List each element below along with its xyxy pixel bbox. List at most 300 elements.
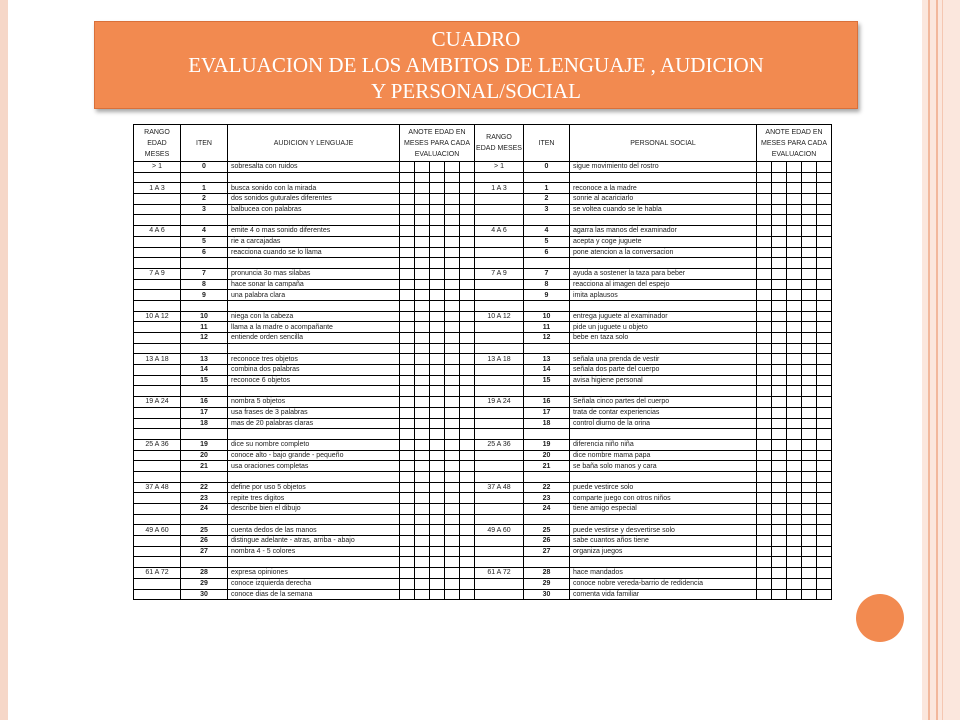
age-entry-cell[interactable] xyxy=(400,589,415,600)
age-entry-cell[interactable] xyxy=(787,418,802,429)
age-entry-cell[interactable] xyxy=(787,439,802,450)
age-entry-cell[interactable] xyxy=(787,226,802,237)
age-entry-cell[interactable] xyxy=(802,183,817,194)
age-entry-cell[interactable] xyxy=(400,247,415,258)
age-entry-cell[interactable] xyxy=(772,194,787,205)
age-entry-cell[interactable] xyxy=(460,546,475,557)
age-entry-cell[interactable] xyxy=(400,536,415,547)
age-entry-cell[interactable] xyxy=(460,536,475,547)
age-entry-cell[interactable] xyxy=(802,407,817,418)
age-entry-cell[interactable] xyxy=(802,461,817,472)
age-entry-cell[interactable] xyxy=(430,279,445,290)
age-entry-cell[interactable] xyxy=(757,236,772,247)
age-entry-cell[interactable] xyxy=(430,247,445,258)
age-entry-cell[interactable] xyxy=(400,204,415,215)
age-entry-cell[interactable] xyxy=(460,407,475,418)
age-entry-cell[interactable] xyxy=(787,322,802,333)
age-entry-cell[interactable] xyxy=(787,236,802,247)
age-entry-cell[interactable] xyxy=(757,333,772,344)
age-entry-cell[interactable] xyxy=(415,450,430,461)
age-entry-cell[interactable] xyxy=(430,504,445,515)
age-entry-cell[interactable] xyxy=(802,333,817,344)
age-entry-cell[interactable] xyxy=(400,290,415,301)
age-entry-cell[interactable] xyxy=(400,418,415,429)
age-entry-cell[interactable] xyxy=(460,204,475,215)
age-entry-cell[interactable] xyxy=(802,226,817,237)
age-entry-cell[interactable] xyxy=(772,525,787,536)
age-entry-cell[interactable] xyxy=(415,311,430,322)
age-entry-cell[interactable] xyxy=(757,204,772,215)
age-entry-cell[interactable] xyxy=(802,268,817,279)
age-entry-cell[interactable] xyxy=(430,493,445,504)
age-entry-cell[interactable] xyxy=(802,354,817,365)
age-entry-cell[interactable] xyxy=(757,162,772,173)
age-entry-cell[interactable] xyxy=(415,482,430,493)
age-entry-cell[interactable] xyxy=(445,311,460,322)
age-entry-cell[interactable] xyxy=(460,268,475,279)
age-entry-cell[interactable] xyxy=(460,162,475,173)
age-entry-cell[interactable] xyxy=(817,536,832,547)
age-entry-cell[interactable] xyxy=(802,578,817,589)
age-entry-cell[interactable] xyxy=(445,365,460,376)
age-entry-cell[interactable] xyxy=(802,568,817,579)
age-entry-cell[interactable] xyxy=(757,290,772,301)
age-entry-cell[interactable] xyxy=(415,397,430,408)
age-entry-cell[interactable] xyxy=(817,397,832,408)
age-entry-cell[interactable] xyxy=(460,322,475,333)
age-entry-cell[interactable] xyxy=(757,536,772,547)
age-entry-cell[interactable] xyxy=(460,365,475,376)
age-entry-cell[interactable] xyxy=(757,279,772,290)
age-entry-cell[interactable] xyxy=(445,236,460,247)
age-entry-cell[interactable] xyxy=(445,333,460,344)
age-entry-cell[interactable] xyxy=(817,183,832,194)
age-entry-cell[interactable] xyxy=(757,546,772,557)
age-entry-cell[interactable] xyxy=(400,568,415,579)
age-entry-cell[interactable] xyxy=(802,279,817,290)
age-entry-cell[interactable] xyxy=(787,450,802,461)
age-entry-cell[interactable] xyxy=(817,525,832,536)
age-entry-cell[interactable] xyxy=(400,354,415,365)
age-entry-cell[interactable] xyxy=(400,525,415,536)
age-entry-cell[interactable] xyxy=(445,194,460,205)
age-entry-cell[interactable] xyxy=(772,365,787,376)
age-entry-cell[interactable] xyxy=(772,322,787,333)
age-entry-cell[interactable] xyxy=(787,365,802,376)
age-entry-cell[interactable] xyxy=(400,268,415,279)
age-entry-cell[interactable] xyxy=(757,375,772,386)
age-entry-cell[interactable] xyxy=(787,375,802,386)
age-entry-cell[interactable] xyxy=(400,578,415,589)
age-entry-cell[interactable] xyxy=(430,568,445,579)
age-entry-cell[interactable] xyxy=(415,578,430,589)
age-entry-cell[interactable] xyxy=(430,589,445,600)
age-entry-cell[interactable] xyxy=(460,439,475,450)
age-entry-cell[interactable] xyxy=(757,482,772,493)
age-entry-cell[interactable] xyxy=(787,247,802,258)
age-entry-cell[interactable] xyxy=(460,183,475,194)
age-entry-cell[interactable] xyxy=(445,354,460,365)
age-entry-cell[interactable] xyxy=(772,268,787,279)
age-entry-cell[interactable] xyxy=(430,397,445,408)
age-entry-cell[interactable] xyxy=(430,226,445,237)
age-entry-cell[interactable] xyxy=(802,525,817,536)
age-entry-cell[interactable] xyxy=(757,450,772,461)
age-entry-cell[interactable] xyxy=(772,333,787,344)
age-entry-cell[interactable] xyxy=(817,493,832,504)
age-entry-cell[interactable] xyxy=(787,589,802,600)
age-entry-cell[interactable] xyxy=(415,183,430,194)
age-entry-cell[interactable] xyxy=(415,226,430,237)
age-entry-cell[interactable] xyxy=(802,482,817,493)
age-entry-cell[interactable] xyxy=(415,536,430,547)
age-entry-cell[interactable] xyxy=(445,461,460,472)
age-entry-cell[interactable] xyxy=(787,194,802,205)
age-entry-cell[interactable] xyxy=(817,439,832,450)
age-entry-cell[interactable] xyxy=(445,290,460,301)
age-entry-cell[interactable] xyxy=(802,236,817,247)
age-entry-cell[interactable] xyxy=(400,194,415,205)
age-entry-cell[interactable] xyxy=(757,247,772,258)
age-entry-cell[interactable] xyxy=(802,536,817,547)
age-entry-cell[interactable] xyxy=(400,322,415,333)
age-entry-cell[interactable] xyxy=(415,247,430,258)
age-entry-cell[interactable] xyxy=(415,162,430,173)
age-entry-cell[interactable] xyxy=(787,183,802,194)
age-entry-cell[interactable] xyxy=(445,578,460,589)
age-entry-cell[interactable] xyxy=(787,204,802,215)
age-entry-cell[interactable] xyxy=(415,525,430,536)
age-entry-cell[interactable] xyxy=(415,279,430,290)
age-entry-cell[interactable] xyxy=(460,578,475,589)
age-entry-cell[interactable] xyxy=(415,290,430,301)
age-entry-cell[interactable] xyxy=(817,546,832,557)
age-entry-cell[interactable] xyxy=(445,493,460,504)
age-entry-cell[interactable] xyxy=(460,311,475,322)
age-entry-cell[interactable] xyxy=(817,482,832,493)
age-entry-cell[interactable] xyxy=(787,354,802,365)
age-entry-cell[interactable] xyxy=(757,194,772,205)
age-entry-cell[interactable] xyxy=(400,439,415,450)
age-entry-cell[interactable] xyxy=(817,589,832,600)
age-entry-cell[interactable] xyxy=(787,461,802,472)
age-entry-cell[interactable] xyxy=(757,311,772,322)
age-entry-cell[interactable] xyxy=(772,578,787,589)
age-entry-cell[interactable] xyxy=(817,236,832,247)
age-entry-cell[interactable] xyxy=(817,162,832,173)
age-entry-cell[interactable] xyxy=(757,397,772,408)
age-entry-cell[interactable] xyxy=(400,226,415,237)
age-entry-cell[interactable] xyxy=(430,162,445,173)
age-entry-cell[interactable] xyxy=(802,162,817,173)
age-entry-cell[interactable] xyxy=(787,290,802,301)
age-entry-cell[interactable] xyxy=(430,268,445,279)
age-entry-cell[interactable] xyxy=(430,204,445,215)
age-entry-cell[interactable] xyxy=(415,268,430,279)
age-entry-cell[interactable] xyxy=(757,418,772,429)
age-entry-cell[interactable] xyxy=(757,354,772,365)
age-entry-cell[interactable] xyxy=(802,365,817,376)
age-entry-cell[interactable] xyxy=(757,322,772,333)
age-entry-cell[interactable] xyxy=(460,236,475,247)
age-entry-cell[interactable] xyxy=(802,194,817,205)
age-entry-cell[interactable] xyxy=(445,375,460,386)
age-entry-cell[interactable] xyxy=(430,354,445,365)
age-entry-cell[interactable] xyxy=(772,439,787,450)
age-entry-cell[interactable] xyxy=(772,226,787,237)
age-entry-cell[interactable] xyxy=(445,204,460,215)
age-entry-cell[interactable] xyxy=(400,365,415,376)
age-entry-cell[interactable] xyxy=(445,397,460,408)
age-entry-cell[interactable] xyxy=(415,589,430,600)
age-entry-cell[interactable] xyxy=(430,311,445,322)
age-entry-cell[interactable] xyxy=(757,568,772,579)
age-entry-cell[interactable] xyxy=(460,525,475,536)
age-entry-cell[interactable] xyxy=(757,183,772,194)
age-entry-cell[interactable] xyxy=(400,183,415,194)
age-entry-cell[interactable] xyxy=(445,418,460,429)
age-entry-cell[interactable] xyxy=(460,450,475,461)
age-entry-cell[interactable] xyxy=(445,568,460,579)
age-entry-cell[interactable] xyxy=(415,439,430,450)
age-entry-cell[interactable] xyxy=(802,493,817,504)
age-entry-cell[interactable] xyxy=(445,482,460,493)
age-entry-cell[interactable] xyxy=(415,322,430,333)
age-entry-cell[interactable] xyxy=(772,546,787,557)
age-entry-cell[interactable] xyxy=(460,290,475,301)
age-entry-cell[interactable] xyxy=(400,482,415,493)
age-entry-cell[interactable] xyxy=(460,397,475,408)
age-entry-cell[interactable] xyxy=(415,204,430,215)
age-entry-cell[interactable] xyxy=(757,525,772,536)
age-entry-cell[interactable] xyxy=(430,365,445,376)
age-entry-cell[interactable] xyxy=(400,279,415,290)
age-entry-cell[interactable] xyxy=(787,504,802,515)
age-entry-cell[interactable] xyxy=(415,407,430,418)
age-entry-cell[interactable] xyxy=(445,504,460,515)
age-entry-cell[interactable] xyxy=(460,354,475,365)
age-entry-cell[interactable] xyxy=(802,450,817,461)
age-entry-cell[interactable] xyxy=(757,461,772,472)
age-entry-cell[interactable] xyxy=(772,482,787,493)
age-entry-cell[interactable] xyxy=(400,504,415,515)
age-entry-cell[interactable] xyxy=(430,439,445,450)
age-entry-cell[interactable] xyxy=(772,504,787,515)
age-entry-cell[interactable] xyxy=(460,247,475,258)
age-entry-cell[interactable] xyxy=(415,375,430,386)
age-entry-cell[interactable] xyxy=(460,418,475,429)
age-entry-cell[interactable] xyxy=(460,194,475,205)
age-entry-cell[interactable] xyxy=(400,461,415,472)
age-entry-cell[interactable] xyxy=(772,397,787,408)
age-entry-cell[interactable] xyxy=(817,504,832,515)
age-entry-cell[interactable] xyxy=(817,418,832,429)
age-entry-cell[interactable] xyxy=(445,525,460,536)
age-entry-cell[interactable] xyxy=(772,162,787,173)
age-entry-cell[interactable] xyxy=(757,589,772,600)
age-entry-cell[interactable] xyxy=(817,354,832,365)
age-entry-cell[interactable] xyxy=(817,226,832,237)
age-entry-cell[interactable] xyxy=(460,482,475,493)
age-entry-cell[interactable] xyxy=(400,450,415,461)
age-entry-cell[interactable] xyxy=(802,397,817,408)
age-entry-cell[interactable] xyxy=(817,204,832,215)
age-entry-cell[interactable] xyxy=(430,546,445,557)
age-entry-cell[interactable] xyxy=(445,407,460,418)
age-entry-cell[interactable] xyxy=(817,365,832,376)
age-entry-cell[interactable] xyxy=(817,311,832,322)
age-entry-cell[interactable] xyxy=(460,568,475,579)
age-entry-cell[interactable] xyxy=(445,226,460,237)
age-entry-cell[interactable] xyxy=(772,375,787,386)
age-entry-cell[interactable] xyxy=(772,247,787,258)
age-entry-cell[interactable] xyxy=(787,493,802,504)
age-entry-cell[interactable] xyxy=(430,578,445,589)
age-entry-cell[interactable] xyxy=(817,322,832,333)
age-entry-cell[interactable] xyxy=(817,290,832,301)
age-entry-cell[interactable] xyxy=(460,375,475,386)
age-entry-cell[interactable] xyxy=(430,290,445,301)
age-entry-cell[interactable] xyxy=(787,333,802,344)
age-entry-cell[interactable] xyxy=(817,268,832,279)
age-entry-cell[interactable] xyxy=(772,536,787,547)
age-entry-cell[interactable] xyxy=(460,279,475,290)
age-entry-cell[interactable] xyxy=(415,546,430,557)
age-entry-cell[interactable] xyxy=(430,450,445,461)
age-entry-cell[interactable] xyxy=(772,354,787,365)
age-entry-cell[interactable] xyxy=(787,578,802,589)
age-entry-cell[interactable] xyxy=(817,375,832,386)
age-entry-cell[interactable] xyxy=(445,322,460,333)
age-entry-cell[interactable] xyxy=(787,568,802,579)
age-entry-cell[interactable] xyxy=(802,546,817,557)
age-entry-cell[interactable] xyxy=(787,525,802,536)
age-entry-cell[interactable] xyxy=(400,375,415,386)
age-entry-cell[interactable] xyxy=(757,365,772,376)
age-entry-cell[interactable] xyxy=(817,194,832,205)
age-entry-cell[interactable] xyxy=(772,589,787,600)
age-entry-cell[interactable] xyxy=(400,493,415,504)
age-entry-cell[interactable] xyxy=(430,482,445,493)
age-entry-cell[interactable] xyxy=(817,461,832,472)
age-entry-cell[interactable] xyxy=(757,268,772,279)
age-entry-cell[interactable] xyxy=(787,407,802,418)
age-entry-cell[interactable] xyxy=(817,247,832,258)
age-entry-cell[interactable] xyxy=(400,397,415,408)
age-entry-cell[interactable] xyxy=(802,375,817,386)
age-entry-cell[interactable] xyxy=(400,333,415,344)
age-entry-cell[interactable] xyxy=(445,589,460,600)
age-entry-cell[interactable] xyxy=(460,493,475,504)
age-entry-cell[interactable] xyxy=(445,279,460,290)
age-entry-cell[interactable] xyxy=(415,354,430,365)
age-entry-cell[interactable] xyxy=(415,493,430,504)
age-entry-cell[interactable] xyxy=(757,493,772,504)
age-entry-cell[interactable] xyxy=(802,290,817,301)
age-entry-cell[interactable] xyxy=(430,183,445,194)
age-entry-cell[interactable] xyxy=(445,546,460,557)
age-entry-cell[interactable] xyxy=(460,504,475,515)
age-entry-cell[interactable] xyxy=(787,279,802,290)
age-entry-cell[interactable] xyxy=(787,311,802,322)
age-entry-cell[interactable] xyxy=(802,504,817,515)
age-entry-cell[interactable] xyxy=(772,236,787,247)
age-entry-cell[interactable] xyxy=(430,236,445,247)
age-entry-cell[interactable] xyxy=(430,322,445,333)
age-entry-cell[interactable] xyxy=(757,407,772,418)
age-entry-cell[interactable] xyxy=(445,439,460,450)
age-entry-cell[interactable] xyxy=(415,568,430,579)
age-entry-cell[interactable] xyxy=(772,461,787,472)
age-entry-cell[interactable] xyxy=(400,546,415,557)
age-entry-cell[interactable] xyxy=(787,268,802,279)
age-entry-cell[interactable] xyxy=(817,450,832,461)
age-entry-cell[interactable] xyxy=(787,536,802,547)
age-entry-cell[interactable] xyxy=(445,162,460,173)
age-entry-cell[interactable] xyxy=(460,589,475,600)
age-entry-cell[interactable] xyxy=(460,333,475,344)
age-entry-cell[interactable] xyxy=(400,407,415,418)
age-entry-cell[interactable] xyxy=(400,311,415,322)
age-entry-cell[interactable] xyxy=(430,461,445,472)
age-entry-cell[interactable] xyxy=(460,226,475,237)
age-entry-cell[interactable] xyxy=(772,183,787,194)
age-entry-cell[interactable] xyxy=(772,493,787,504)
age-entry-cell[interactable] xyxy=(415,194,430,205)
age-entry-cell[interactable] xyxy=(802,439,817,450)
age-entry-cell[interactable] xyxy=(787,162,802,173)
age-entry-cell[interactable] xyxy=(772,568,787,579)
age-entry-cell[interactable] xyxy=(445,450,460,461)
age-entry-cell[interactable] xyxy=(787,397,802,408)
age-entry-cell[interactable] xyxy=(400,162,415,173)
age-entry-cell[interactable] xyxy=(430,375,445,386)
age-entry-cell[interactable] xyxy=(787,482,802,493)
age-entry-cell[interactable] xyxy=(802,204,817,215)
age-entry-cell[interactable] xyxy=(772,407,787,418)
age-entry-cell[interactable] xyxy=(772,450,787,461)
age-entry-cell[interactable] xyxy=(802,247,817,258)
age-entry-cell[interactable] xyxy=(817,407,832,418)
age-entry-cell[interactable] xyxy=(772,311,787,322)
age-entry-cell[interactable] xyxy=(817,333,832,344)
age-entry-cell[interactable] xyxy=(757,226,772,237)
age-entry-cell[interactable] xyxy=(415,365,430,376)
age-entry-cell[interactable] xyxy=(430,418,445,429)
age-entry-cell[interactable] xyxy=(817,578,832,589)
age-entry-cell[interactable] xyxy=(445,247,460,258)
age-entry-cell[interactable] xyxy=(430,194,445,205)
age-entry-cell[interactable] xyxy=(757,439,772,450)
age-entry-cell[interactable] xyxy=(430,333,445,344)
age-entry-cell[interactable] xyxy=(757,578,772,589)
age-entry-cell[interactable] xyxy=(817,279,832,290)
age-entry-cell[interactable] xyxy=(415,504,430,515)
age-entry-cell[interactable] xyxy=(757,504,772,515)
age-entry-cell[interactable] xyxy=(400,236,415,247)
age-entry-cell[interactable] xyxy=(772,290,787,301)
age-entry-cell[interactable] xyxy=(802,322,817,333)
age-entry-cell[interactable] xyxy=(430,525,445,536)
age-entry-cell[interactable] xyxy=(817,568,832,579)
age-entry-cell[interactable] xyxy=(787,546,802,557)
age-entry-cell[interactable] xyxy=(415,236,430,247)
age-entry-cell[interactable] xyxy=(460,461,475,472)
age-entry-cell[interactable] xyxy=(802,589,817,600)
age-entry-cell[interactable] xyxy=(430,536,445,547)
age-entry-cell[interactable] xyxy=(415,418,430,429)
age-entry-cell[interactable] xyxy=(772,204,787,215)
